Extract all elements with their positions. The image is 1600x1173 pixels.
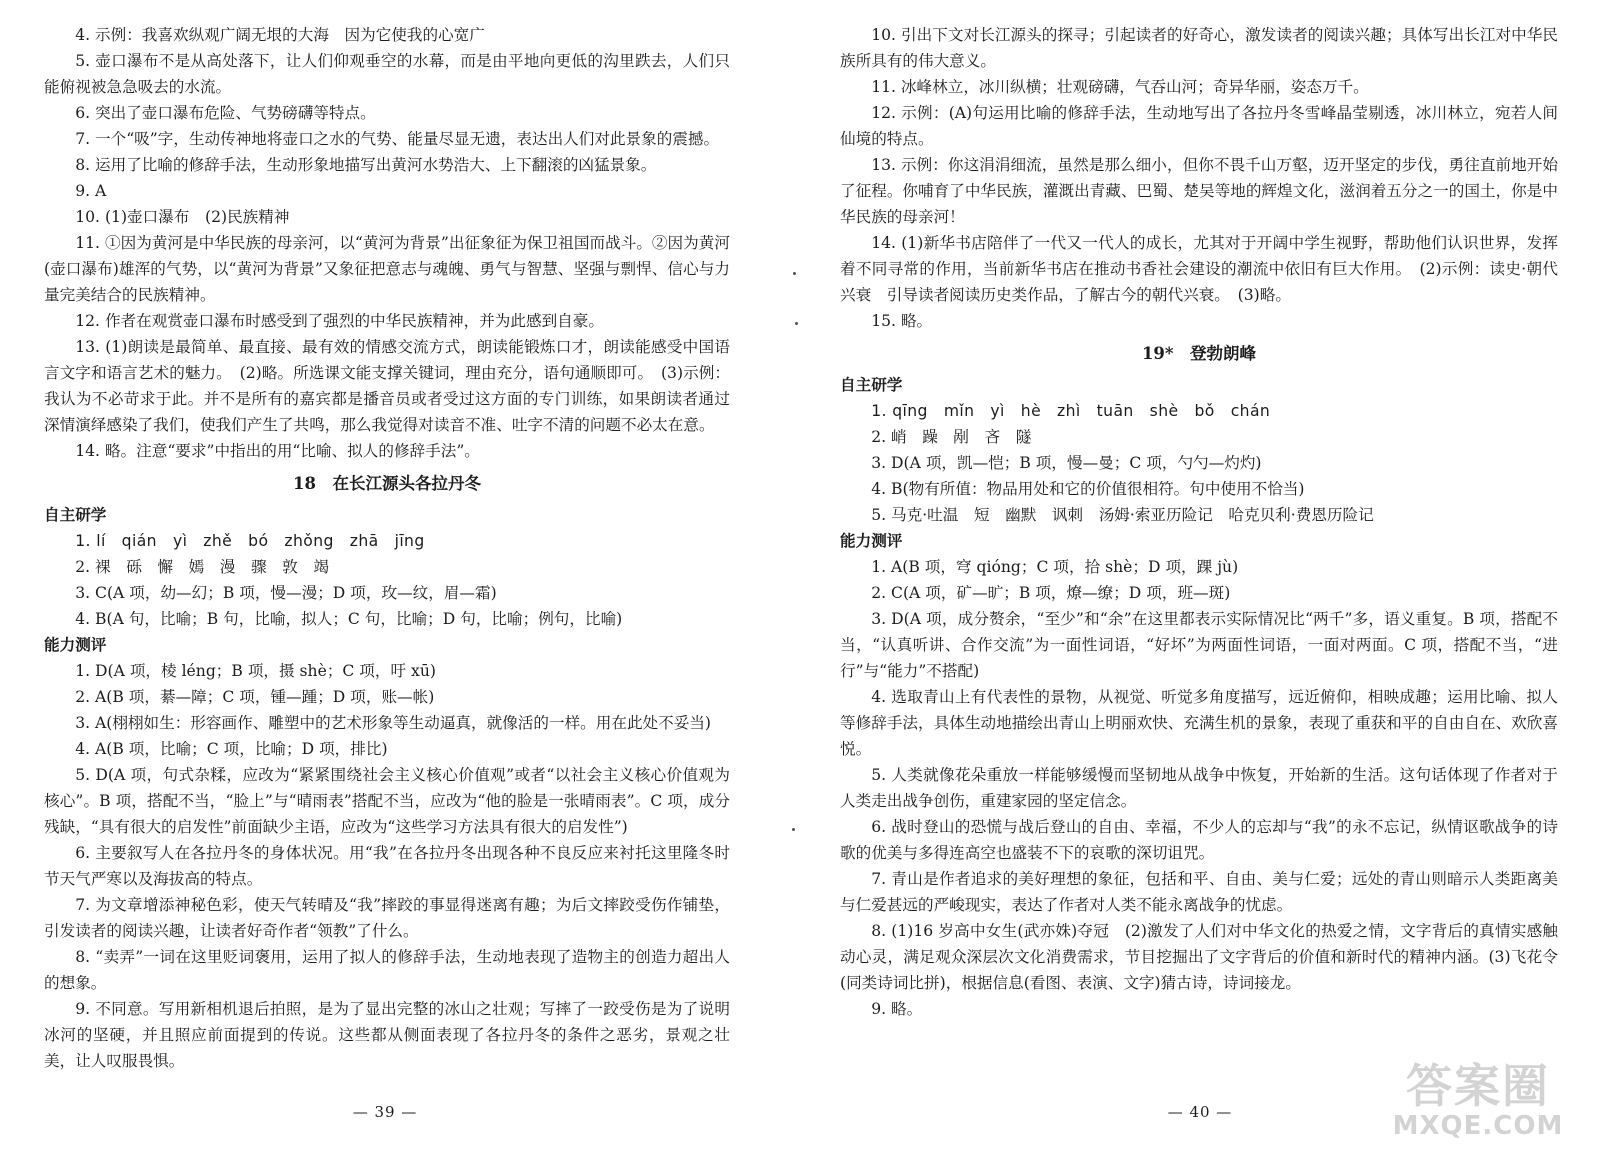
answer-item: 12. 作者在观赏壶口瀑布时感受到了强烈的中华民族精神，并为此感到自豪。 [75,312,604,330]
answer-item: 6. 主要叙写人在各拉丹冬的身体状况。用“我”在各拉丹冬出现各种不良反应来衬托这里隆冬时节天气严寒以及海拔高的特点。 [44,844,730,888]
answer-item: 1. lí qián yì zhě bó zhǒng zhā jīng [75,532,425,550]
answer-item: 3. C(A 项，幼—幻；B 项，慢—漫；D 项，玫—纹，眉—霜) [75,584,497,602]
answer-item: 6. 战时登山的恐慌与战后登山的自由、幸福，不少人的忘却与“我”的永不忘记，纵情讴歌战争的诗歌的优美与多得连高空也盛装不下的哀歌的深切诅咒。 [840,818,1558,862]
answer-item: 5. 马克·吐温 短 幽默 讽刺 汤姆·索亚历险记 哈克贝利·费恩历险记 [871,506,1374,524]
answer-item: 4. 示例：我喜欢纵观广阔无垠的大海 因为它使我的心宽广 [75,26,485,44]
watermark-sub: MXQE.COM [1392,1111,1564,1141]
answer-item: 2. 峭 躁 剐 吝 隧 [871,428,1032,446]
section-title: 18 在长江源头各拉丹冬 [293,474,481,493]
answer-item: 8. (1)16 岁高中女生(武亦姝)夺冠 (2)激发了人们对中华文化的热爱之情，文字背后的真情实感触动心灵，满足观众深层次文化消费需求，节目挖掘出了文字背后的价值和新时代的精神内涵。(3)飞花令(同类诗词比拼)，根据信息(看图、表演、文字)猜古诗，诗词接龙。 [840,922,1558,992]
answer-item: 10. 引出下文对长江源头的探寻；引起读者的好奇心，激发读者的阅读兴趣；具体写出长江对中华民族所具有的伟大意义。 [840,26,1558,70]
answer-item: 4. A(B 项，比喻；C 项，比喻；D 项，排比) [75,740,388,758]
watermark-main: 答案圈 [1406,1059,1550,1113]
watermark-logo [1390,1061,1566,1151]
answer-item: 2. A(B 项，綦—障；C 项，锺—踵；D 项，账—帐) [75,688,435,706]
page-number: — 39 — [352,1103,418,1121]
answer-item: 2. 裸 砾 懈 嫣 漫 骤 敦 竭 [75,558,329,576]
answer-item: 1. A(B 项，穹 qióng；C 项，拾 shè；D 项，踝 jù) [871,558,1239,576]
answer-item: 1. D(A 项，棱 léng；B 项，摄 shè；C 项，吁 xū) [75,662,436,680]
answer-item: 11. 冰峰林立，冰川纵横；壮观磅礴，气吞山河；奇异华丽，姿态万千。 [871,78,1369,96]
page-number: — 40 — [1167,1103,1233,1121]
answer-item: 7. 为文章增添神秘色彩，使天气转晴及“我”摔跤的事显得迷离有趣；为后文摔跤受伤作铺垫，引发读者的阅读兴趣，让读者好奇作者“领教”了什么。 [44,896,730,940]
right-answers-top [840,22,1558,334]
answer-item: 11. ①因为黄河是中华民族的母亲河，以“黄河为背景”出征象征为保卫祖国而战斗。②因为黄河(壶口瀑布)雄浑的气势，以“黄河为背景”又象征把意志与魂魄、勇气与智慧、坚强与剽悍、信心与力量完美结合的民族精神。 [44,234,730,304]
left-answers-top [44,22,730,464]
sub-heading-nengli: 能力测评 [840,532,903,550]
answer-item: 13. (1)朗读是最简单、最直接、最有效的情感交流方式，朗读能锻炼口才，朗读能感受中国语言文字和语言艺术的魅力。 (2)略。所选课文能支撑关键词，理由充分，语句通顺即可。 (3)示例：我认为不必苛求于此。并不是所有的嘉宾都是播音员或者受过这方面的专门训练，如果朗读者通过深情演绎感染了我们，使我们产生了共鸣，那么我觉得对读音不准、吐字不清的问题不必太在意。 [44,338,730,434]
sub-heading-zizhu: 自主研学 [840,376,903,394]
answer-item: 3. D(A 项，凯—恺；B 项，慢—曼；C 项，勺勺—灼灼) [871,454,1262,472]
answer-item: 8. 运用了比喻的修辞手法，生动形象地描写出黄河水势浩大、上下翻滚的凶猛景象。 [75,156,657,174]
answer-item: 8. “卖弄”一词在这里贬词褒用，运用了拟人的修辞手法，生动地表现了造物主的创造力超出人的想象。 [44,948,730,992]
answer-item: 7. 青山是作者追求的美好理想的象征，包括和平、自由、美与仁爱；远处的青山则暗示人类距离美与仁爱甚远的严峻现实，表达了作者对人类不能永离战争的忧虑。 [840,870,1558,914]
answer-item: 1. qīng mǐn yì hè zhì tuān shè bǒ chán [871,402,1271,420]
right-page [800,0,1600,1173]
answer-item: 14. 略。注意“要求”中指出的用“比喻、拟人的修辞手法”。 [75,442,480,460]
answer-item: 5. D(A 项，句式杂糅，应改为“紧紧围绕社会主义核心价值观”或者“以社会主义核心价值观为核心”。B 项，搭配不当，“脸上”与“晴雨表”搭配不当，应改为“他的脸是一张晴雨表”。C 项，成分残缺，“具有很大的启发性”前面缺少主语，应改为“这些学习方法具有很大的启发性”) [44,766,730,836]
answer-item: 3. A(栩栩如生：形容画作、雕塑中的艺术形象等生动逼真，就像活的一样。用在此处不妥当) [75,714,712,732]
section-title: 19* 登勃朗峰 [1141,344,1257,363]
answer-item: 7. 一个“吸”字，生动传神地将壶口之水的气势、能量尽显无遗，表达出人们对此景象的震撼。 [75,130,720,148]
answer-item: 6. 突出了壶口瀑布危险、气势磅礴等特点。 [75,104,376,122]
scan-speck [795,322,798,325]
answer-item: 14. (1)新华书店陪伴了一代又一代人的成长，尤其对于开阔中学生视野，帮助他们认识世界，发挥着不同寻常的作用，当前新华书店在推动书香社会建设的潮流中依旧有巨大作用。 (2)示例：读史·朝代兴衰 引导读者阅读历史类作品，了解古今的朝代兴衰。 (3)略。 [840,234,1558,304]
answer-item: 13. 示例：你这涓涓细流，虽然是那么细小，但你不畏千山万壑，迈开坚定的步伐，勇往直前地开始了征程。你哺育了中华民族，灌溉出青藏、巴蜀、楚吴等地的辉煌文化，滋润着五分之一的国土，你是中华民族的母亲河！ [840,156,1558,226]
left-page [0,0,770,1173]
answer-item: 3. D(A 项，成分赘余，“至少”和“余”在这里都表示实际情况比“两千”多，语义重复。B 项，搭配不当，“认真听讲、合作交流”为一面性词语，“好坏”为两面性词语，一面对两面。C 项，搭配不当，“进行”与“能力”不搭配) [840,610,1558,680]
answer-item: 2. C(A 项，矿—旷；B 项，燎—缭；D 项，班—斑) [871,584,1231,602]
answer-item: 10. (1)壶口瀑布 (2)民族精神 [75,208,290,226]
answer-item: 12. 示例：(A)句运用比喻的修辞手法，生动地写出了各拉丹冬雪峰晶莹剔透，冰川林立，宛若人间仙境的特点。 [840,104,1558,148]
answer-item: 9. 不同意。写用新相机退后拍照，是为了显出完整的冰山之壮观；写摔了一跤受伤是为了说明冰河的坚硬，并且照应前面提到的传说。这些都从侧面表现了各拉丹冬的条件之恶劣，景观之壮美，让人叹服畏惧。 [44,1000,730,1070]
answer-item: 5. 壶口瀑布不是从高处落下，让人们仰观垂空的水幕，而是由平地向更低的沟里跌去，人们只能俯视被急急吸去的水流。 [44,52,730,96]
scan-speck [793,272,796,275]
answer-item: 9. 略。 [871,1000,923,1018]
answer-item: 15. 略。 [871,312,933,330]
answer-item: 5. 人类就像花朵重放一样能够缓慢而坚韧地从战争中恢复，开始新的生活。这句话体现了作者对于人类走出战争创伤，重建家园的坚定信念。 [840,766,1558,810]
scan-speck [792,828,795,831]
sub-heading-nengli: 能力测评 [44,636,107,654]
answer-item: 4. B(物有所值：物品用处和它的价值很相符。句中使用不恰当) [871,480,1305,498]
answer-item: 4. B(A 句，比喻；B 句，比喻，拟人；C 句，比喻；D 句，比喻；例句，比喻) [75,610,623,628]
answer-item: 4. 选取青山上有代表性的景物，从视觉、听觉多角度描写，远近俯仰，相映成趣；运用比喻、拟人等修辞手法，具体生动地描绘出青山上明丽欢快、充满生机的景象，表现了重获和平的自由自在、欢欣喜悦。 [840,688,1558,758]
answer-item: 9. A [75,182,107,200]
sub-heading-zizhu: 自主研学 [44,506,107,524]
